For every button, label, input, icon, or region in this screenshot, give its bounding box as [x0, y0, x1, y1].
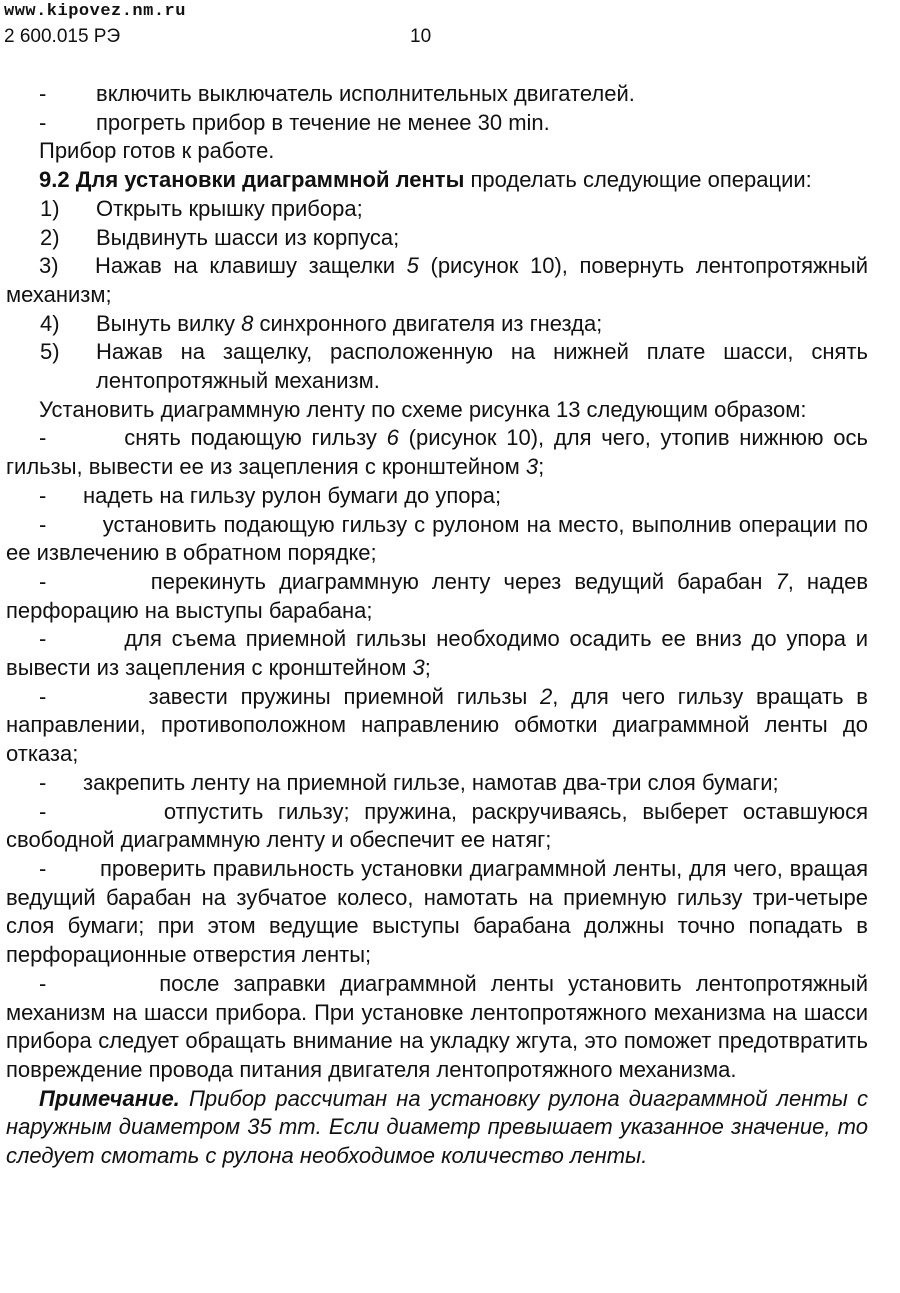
item-ref: 3 [525, 454, 539, 480]
number-marker: 4) [40, 310, 60, 336]
item-text: Нажав на защелку, расположенную на нижней плате шасси, снять лентопротяжный механизм. [96, 339, 868, 394]
dash-marker: - [39, 855, 47, 881]
item-ref: 6 [386, 425, 399, 451]
list-item [6, 482, 868, 511]
dash-marker: - [39, 568, 47, 594]
item-text: прогреть прибор в течение не менее 30 min. [96, 109, 550, 135]
list-item [6, 970, 868, 1085]
paragraph-text: Установить диаграммную ленту по схеме рисунка 13 следующим образом: [39, 396, 807, 422]
list-item [6, 511, 868, 568]
dash-marker: - [39, 626, 47, 652]
item-ref: 2 [540, 683, 553, 709]
dash-marker: - [39, 683, 47, 709]
list-item [6, 855, 868, 970]
item-text: , для чего гильзу вращать в направлении, противоположном направлению обмотки диаграммной ленты до отказа; [6, 683, 868, 767]
item-text: Выдвинуть шасси из корпуса; [96, 224, 400, 250]
item-text: для съема приемной гильзы необходимо осадить ее вниз до упора и вывести из зацепления с кронштейном [6, 626, 868, 681]
dash-marker: - [39, 109, 47, 135]
dash-marker: - [39, 769, 47, 795]
document-id: 2 600.015 РЭ [4, 26, 121, 47]
item-text: синхронного двигателя из гнезда; [253, 310, 603, 336]
list-item [6, 683, 868, 769]
paragraph-text: проделать следующие операции: [464, 167, 812, 193]
numbered-item [6, 195, 868, 224]
item-text: Вынуть вилку [96, 310, 242, 336]
note-paragraph [6, 1085, 868, 1171]
paragraph [6, 396, 868, 425]
item-text: (рисунок 10), повернуть лентопротяжный механизм; [6, 253, 868, 307]
item-text: проверить правильность установки диаграммной ленты, для чего, вращая ведущий барабан на зубчатое колесо, намотать на приемную гильзу три-четыре слоя бумаги; при этом ведущие выступы барабана должны точно попадать в перфорационные отверстия ленты; [6, 855, 868, 968]
document-body [6, 80, 868, 1171]
item-ref: 8 [241, 310, 254, 336]
dash-marker: - [39, 798, 47, 824]
number-marker: 3) [39, 253, 59, 279]
item-text: (рисунок 10), для чего, утопив нижнюю ось гильзы, вывести ее из зацепления с кронштейном [6, 425, 869, 480]
numbered-item [6, 224, 868, 253]
page-number: 10 [410, 26, 432, 47]
paragraph-text: Прибор готов к работе. [39, 138, 275, 164]
section-heading: 9.2 Для установки диаграммной ленты [39, 167, 465, 193]
item-text: включить выключатель исполнительных двигателей. [96, 81, 635, 106]
item-text: закрепить ленту на приемной гильзе, намотав два-три слоя бумаги; [83, 769, 779, 795]
item-ref: 3 [412, 655, 425, 681]
item-ref: 5 [406, 253, 419, 279]
item-text: отпустить гильзу; пружина, раскручиваясь, выберет оставшуюся свободной диаграммную ленту и обеспечит ее натяг; [6, 798, 868, 853]
item-text: завести пружины приемной гильзы [148, 683, 541, 709]
number-marker: 1) [40, 195, 60, 221]
list-item [6, 109, 868, 138]
dash-marker: - [39, 81, 47, 106]
list-item [6, 80, 868, 109]
dash-marker: - [39, 970, 47, 996]
number-marker: 5) [40, 339, 60, 365]
section-paragraph [6, 166, 868, 195]
list-item [6, 424, 868, 481]
note-text: Прибор рассчитан на установку рулона диаграммной ленты с наружным диаметром 35 mm. Если диаметр превышает указанное значение, то следует смотать с рулона необходимое количество ленты. [6, 1085, 868, 1169]
numbered-item [6, 252, 868, 309]
number-marker: 2) [40, 224, 60, 250]
item-text: снять подающую гильзу [124, 425, 387, 451]
item-text: надеть на гильзу рулон бумаги до упора; [83, 482, 502, 508]
list-item [6, 625, 868, 682]
note-label: Примечание. [39, 1085, 180, 1111]
item-text: после заправки диаграммной ленты установить лентопротяжный механизм на шасси прибора. При установке лентопротяжного механизма на шасси прибора следует обращать внимание на укладку жгута, это поможет предотвратить повреждение провода питания двигателя лентопротяжного механизма. [6, 970, 868, 1082]
item-text: , надев перфорацию на выступы барабана; [6, 568, 869, 623]
dash-marker: - [39, 511, 47, 537]
item-text: ; [424, 655, 431, 681]
item-text: Нажав на клавишу защелки [95, 253, 407, 279]
list-item [6, 769, 868, 798]
item-ref: 7 [775, 568, 788, 594]
item-text: перекинуть диаграммную ленту через ведущий барабан [150, 568, 776, 594]
site-url: www.kipovez.nm.ru [4, 2, 186, 21]
dash-marker: - [39, 425, 47, 451]
numbered-item [6, 310, 868, 339]
dash-marker: - [39, 482, 47, 508]
item-text: Открыть крышку прибора; [96, 195, 363, 221]
list-item [6, 798, 868, 855]
numbered-item [6, 338, 868, 395]
list-item [6, 568, 868, 625]
item-text: установить подающую гильзу с рулоном на место, выполнив операции по ее извлечению в обратном порядке; [6, 511, 868, 566]
paragraph [6, 137, 868, 166]
item-text: ; [538, 454, 545, 480]
